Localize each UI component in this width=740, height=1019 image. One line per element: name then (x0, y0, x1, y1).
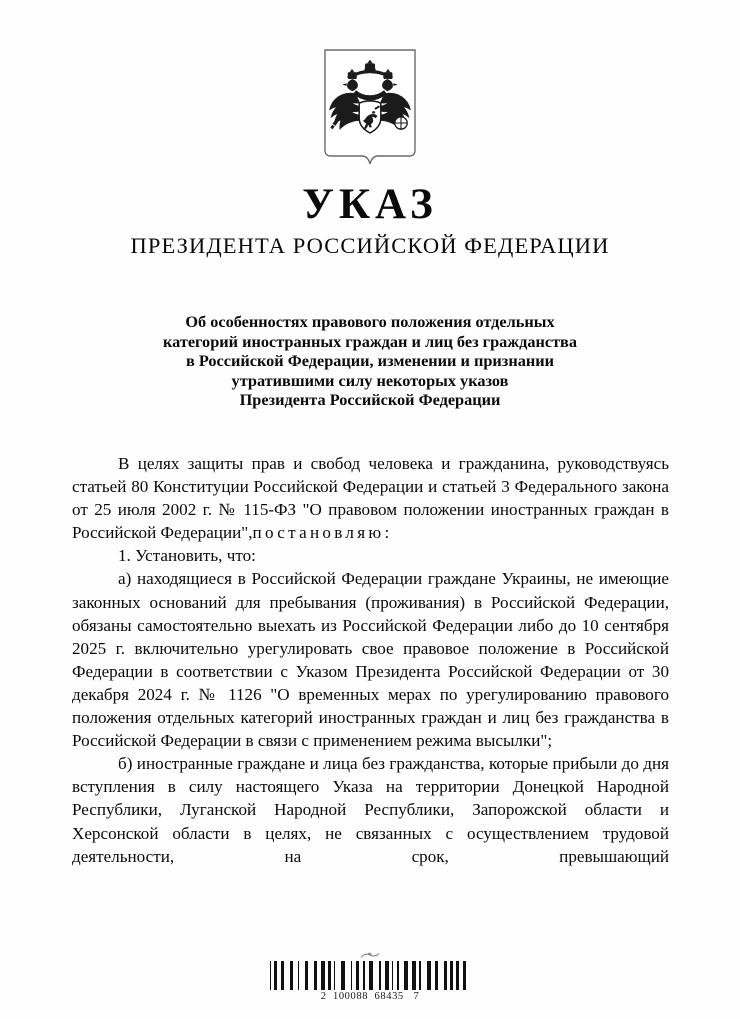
publisher-mark-icon (359, 951, 381, 960)
barcode-icon (270, 961, 470, 990)
paragraph-clause-1: 1. Установить, что: (118, 546, 256, 566)
barcode-footer (0, 951, 740, 1002)
paragraph-clause-1b: б) иностранные граждане и лица без гражданства, которые прибыли до дня вступления в силу настоящего Указа на территории Донецкой Народной Республики, Луганской Народной Республики, Запорожской области и Херсонской области в целях, не связанных с осуществлением трудовой деятельности, на срок, превышающий (72, 754, 669, 866)
preamble-decree-word: постановляю: (252, 523, 393, 543)
title-line: Об особенностях правового положения отдельных (185, 312, 555, 331)
page-title: УКАЗ (302, 181, 438, 228)
title-line: Президента Российской Федерации (239, 390, 501, 410)
title-line: категорий иностранных граждан и лиц без гражданства (162, 331, 577, 351)
title-line: утратившими силу некоторых указов (231, 370, 509, 390)
paragraph-preamble (72, 452, 669, 544)
document-body (72, 452, 669, 891)
barcode-number: 2 100088 68435 7 (320, 991, 420, 1002)
document-title-block (95, 312, 645, 410)
page-subtitle: ПРЕЗИДЕНТА РОССИЙСКОЙ ФЕДЕРАЦИИ (130, 233, 610, 258)
coat-of-arms-container (0, 46, 740, 170)
title-line: в Российской Федерации, изменении и признании (186, 351, 554, 371)
russian-coat-of-arms-icon (322, 46, 418, 170)
preamble-text: В целях защиты прав и свобод человека и гражданина, руководствуясь статьей 80 Конституции Российской Федерации и статьей 3 Федерального закона от 25 июля 2002 г. № 115-ФЗ "О правовом положении иностранных граждан в Российской Федерации", (72, 454, 669, 543)
paragraph-clause-1a: а) находящиеся в Российской Федерации граждане Украины, не имеющие законных оснований для пребывания (проживания) в Российской Федерации, обязаны самостоятельно выехать из Российской Федерации либо до 10 сентября 2025 г. включительно урегулировать свое правовое положение в Российской Федерации в соответствии с Указом Президента Российской Федерации от 30 декабря 2024 г. № 1126 "О временных мерах по урегулированию правового положения отдельных категорий иностранных граждан и лиц без гражданства в Российской Федерации в связи с применением режима высылки"; (72, 569, 669, 751)
